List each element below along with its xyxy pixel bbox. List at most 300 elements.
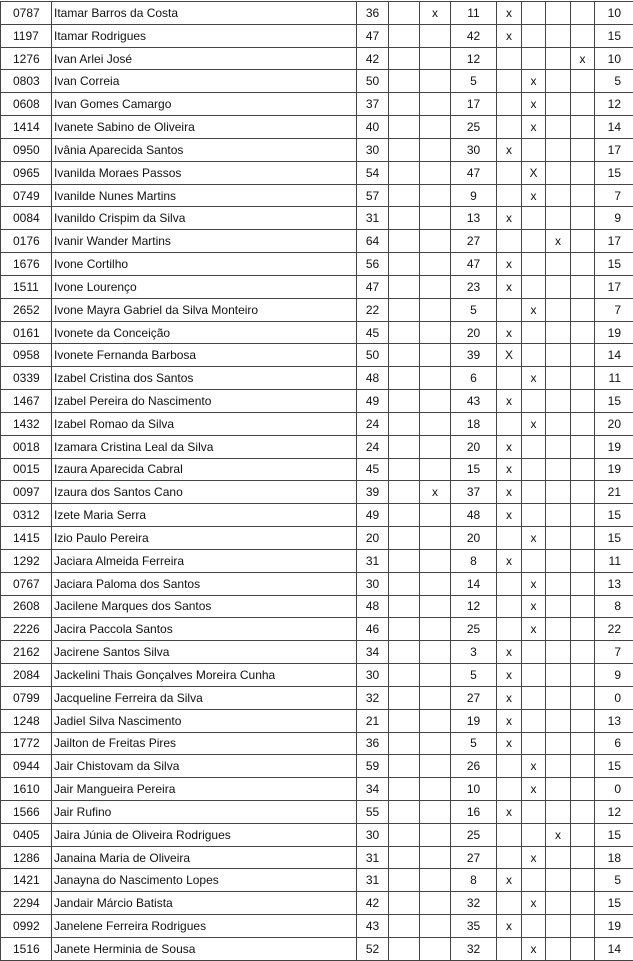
cell-code: 0944 [1,755,52,778]
cell-check-4 [571,138,595,161]
cell-name: Jaira Júnia de Oliveira Rodrigues [52,823,357,846]
cell-mark-2 [420,595,451,618]
table-row [1,664,633,687]
cell-mark-1 [389,937,420,960]
cell-age: 31 [357,207,389,230]
cell-check-3 [546,504,571,527]
cell-score: 0 [595,686,633,709]
cell-code: 0950 [1,138,52,161]
cell-age: 57 [357,184,389,207]
table-row [1,138,633,161]
cell-check-3 [546,732,571,755]
cell-check-3 [546,527,571,550]
cell-check-4 [571,458,595,481]
cell-check-4 [571,709,595,732]
cell-score: 7 [595,641,633,664]
cell-check-1 [497,937,522,960]
cell-code: 0161 [1,321,52,344]
cell-check-4 [571,161,595,184]
cell-check-2 [522,869,546,892]
cell-mark-2 [420,686,451,709]
table-row [1,549,633,572]
cell-score: 22 [595,618,633,641]
cell-code: 1566 [1,800,52,823]
cell-age: 45 [357,458,389,481]
cell-code: 0992 [1,915,52,938]
cell-age: 47 [357,275,389,298]
cell-check-4 [571,595,595,618]
cell-check-4 [571,184,595,207]
cell-check-3 [546,2,571,25]
cell-score: 15 [595,390,633,413]
cell-check-4 [571,344,595,367]
cell-number: 20 [451,435,497,458]
cell-mark-2 [420,24,451,47]
cell-mark-2 [420,253,451,276]
cell-score: 5 [595,70,633,93]
cell-age: 48 [357,595,389,618]
cell-check-2: x [522,184,546,207]
cell-check-1: X [497,344,522,367]
cell-code: 1772 [1,732,52,755]
cell-number: 19 [451,709,497,732]
cell-check-3 [546,253,571,276]
cell-mark-1 [389,2,420,25]
cell-name: Izaura dos Santos Cano [52,481,357,504]
cell-check-4 [571,207,595,230]
cell-check-4 [571,937,595,960]
cell-code: 0958 [1,344,52,367]
table-row [1,161,633,184]
cell-score: 10 [595,47,633,70]
cell-age: 37 [357,93,389,116]
cell-mark-2 [420,800,451,823]
cell-check-4 [571,732,595,755]
cell-check-1: x [497,800,522,823]
cell-code: 2162 [1,641,52,664]
registry-table [0,1,633,961]
cell-mark-1 [389,686,420,709]
cell-age: 30 [357,664,389,687]
cell-score: 9 [595,664,633,687]
cell-mark-1 [389,527,420,550]
cell-name: Ivanilda Moraes Passos [52,161,357,184]
cell-mark-1 [389,24,420,47]
cell-check-1 [497,778,522,801]
cell-name: Ivonete Fernanda Barbosa [52,344,357,367]
cell-check-1: x [497,138,522,161]
cell-mark-1 [389,800,420,823]
cell-check-4 [571,435,595,458]
cell-check-3 [546,321,571,344]
cell-age: 45 [357,321,389,344]
table-row [1,732,633,755]
cell-number: 27 [451,230,497,253]
cell-check-1: x [497,2,522,25]
cell-mark-2 [420,458,451,481]
cell-name: Ivone Mayra Gabriel da Silva Monteiro [52,298,357,321]
cell-check-2: x [522,367,546,390]
table-row [1,458,633,481]
cell-check-4 [571,664,595,687]
cell-code: 0018 [1,435,52,458]
cell-age: 36 [357,732,389,755]
cell-check-3 [546,778,571,801]
cell-mark-2 [420,937,451,960]
cell-check-2: x [522,412,546,435]
cell-check-4 [571,390,595,413]
cell-check-4 [571,686,595,709]
cell-check-2 [522,458,546,481]
cell-number: 26 [451,755,497,778]
cell-check-2 [522,230,546,253]
cell-check-1 [497,846,522,869]
cell-check-2: x [522,778,546,801]
cell-age: 50 [357,70,389,93]
cell-check-1 [497,298,522,321]
cell-check-3 [546,207,571,230]
cell-number: 37 [451,481,497,504]
cell-check-4 [571,823,595,846]
cell-check-3 [546,24,571,47]
cell-check-3 [546,915,571,938]
cell-mark-1 [389,367,420,390]
cell-check-2 [522,481,546,504]
cell-code: 2608 [1,595,52,618]
cell-name: Ivonete da Conceição [52,321,357,344]
cell-name: Jackelini Thais Gonçalves Moreira Cunha [52,664,357,687]
cell-score: 18 [595,846,633,869]
cell-score: 7 [595,184,633,207]
cell-mark-2 [420,618,451,641]
table-row [1,344,633,367]
cell-number: 20 [451,527,497,550]
cell-check-3 [546,70,571,93]
cell-age: 24 [357,435,389,458]
cell-check-1: x [497,321,522,344]
cell-check-3 [546,116,571,139]
cell-mark-1 [389,823,420,846]
cell-check-2: x [522,846,546,869]
cell-check-3 [546,93,571,116]
cell-code: 1421 [1,869,52,892]
cell-score: 17 [595,275,633,298]
cell-check-3 [546,390,571,413]
cell-score: 15 [595,504,633,527]
cell-mark-1 [389,184,420,207]
cell-check-1: x [497,709,522,732]
cell-code: 0749 [1,184,52,207]
cell-check-1: x [497,641,522,664]
cell-score: 12 [595,800,633,823]
cell-mark-2 [420,367,451,390]
cell-check-1 [497,116,522,139]
cell-score: 19 [595,915,633,938]
cell-check-2 [522,915,546,938]
cell-check-3 [546,869,571,892]
cell-check-1: x [497,686,522,709]
table-row [1,24,633,47]
table-row [1,116,633,139]
table-row [1,47,633,70]
cell-age: 54 [357,161,389,184]
cell-check-3 [546,572,571,595]
cell-mark-1 [389,138,420,161]
cell-age: 48 [357,367,389,390]
cell-mark-2 [420,138,451,161]
cell-mark-2: x [420,2,451,25]
cell-check-2 [522,344,546,367]
cell-number: 43 [451,390,497,413]
cell-mark-2 [420,321,451,344]
cell-mark-1 [389,732,420,755]
cell-name: Janayna do Nascimento Lopes [52,869,357,892]
cell-mark-2 [420,504,451,527]
cell-mark-2 [420,435,451,458]
cell-check-2 [522,549,546,572]
cell-check-1 [497,823,522,846]
cell-check-2 [522,138,546,161]
cell-check-4 [571,846,595,869]
cell-check-2 [522,504,546,527]
cell-check-4 [571,915,595,938]
cell-age: 22 [357,298,389,321]
cell-check-3 [546,846,571,869]
cell-mark-2 [420,732,451,755]
cell-code: 0608 [1,93,52,116]
cell-check-4 [571,481,595,504]
table-row [1,504,633,527]
cell-check-2: x [522,70,546,93]
cell-check-4 [571,298,595,321]
cell-name: Izamara Cristina Leal da Silva [52,435,357,458]
cell-check-2: X [522,161,546,184]
cell-check-4 [571,321,595,344]
cell-mark-2 [420,641,451,664]
cell-code: 0405 [1,823,52,846]
cell-score: 12 [595,93,633,116]
cell-check-2 [522,390,546,413]
cell-check-3 [546,709,571,732]
cell-score: 21 [595,481,633,504]
cell-name: Jaciara Almeida Ferreira [52,549,357,572]
cell-check-3 [546,138,571,161]
cell-check-2: x [522,618,546,641]
cell-number: 5 [451,732,497,755]
cell-age: 20 [357,527,389,550]
cell-check-4 [571,2,595,25]
cell-mark-2 [420,778,451,801]
cell-name: Janelene Ferreira Rodrigues [52,915,357,938]
cell-score: 13 [595,572,633,595]
table-row [1,412,633,435]
cell-check-1: x [497,24,522,47]
cell-check-1 [497,184,522,207]
table-row [1,800,633,823]
cell-name: Jacqueline Ferreira da Silva [52,686,357,709]
cell-check-1: x [497,549,522,572]
cell-check-2: x [522,892,546,915]
cell-age: 21 [357,709,389,732]
cell-name: Janete Herminia de Sousa [52,937,357,960]
cell-check-4 [571,116,595,139]
cell-name: Jaciara Paloma dos Santos [52,572,357,595]
cell-number: 5 [451,70,497,93]
cell-check-2 [522,664,546,687]
cell-check-4 [571,93,595,116]
cell-check-1: x [497,458,522,481]
cell-age: 46 [357,618,389,641]
table-row [1,527,633,550]
cell-code: 1415 [1,527,52,550]
cell-mark-1 [389,549,420,572]
cell-check-3 [546,298,571,321]
cell-age: 59 [357,755,389,778]
cell-mark-1 [389,458,420,481]
cell-check-1: x [497,253,522,276]
cell-mark-1 [389,641,420,664]
cell-age: 49 [357,504,389,527]
cell-number: 47 [451,161,497,184]
cell-name: Izabel Cristina dos Santos [52,367,357,390]
cell-age: 32 [357,686,389,709]
cell-code: 0767 [1,572,52,595]
cell-name: Izabel Pereira do Nascimento [52,390,357,413]
cell-number: 35 [451,915,497,938]
cell-check-2 [522,823,546,846]
cell-mark-1 [389,664,420,687]
cell-number: 18 [451,412,497,435]
cell-mark-2: x [420,481,451,504]
cell-name: Jailton de Freitas Pires [52,732,357,755]
table-row [1,93,633,116]
cell-check-2: x [522,116,546,139]
cell-check-3 [546,618,571,641]
cell-age: 30 [357,823,389,846]
cell-name: Izaura Aparecida Cabral [52,458,357,481]
cell-check-1: x [497,390,522,413]
cell-check-1 [497,595,522,618]
cell-check-3 [546,641,571,664]
cell-score: 6 [595,732,633,755]
cell-number: 30 [451,138,497,161]
cell-mark-1 [389,709,420,732]
cell-code: 0097 [1,481,52,504]
table-row [1,778,633,801]
table-row [1,618,633,641]
cell-name: Itamar Barros da Costa [52,2,357,25]
cell-name: Jadiel Silva Nascimento [52,709,357,732]
cell-mark-1 [389,116,420,139]
cell-check-3 [546,184,571,207]
cell-age: 52 [357,937,389,960]
cell-check-3 [546,412,571,435]
cell-number: 32 [451,892,497,915]
cell-mark-2 [420,93,451,116]
cell-name: Jacira Paccola Santos [52,618,357,641]
table-row [1,937,633,960]
cell-number: 14 [451,572,497,595]
cell-check-2: x [522,595,546,618]
cell-mark-2 [420,709,451,732]
cell-score: 8 [595,595,633,618]
cell-score: 15 [595,823,633,846]
cell-code: 1516 [1,937,52,960]
cell-check-4 [571,572,595,595]
cell-code: 2294 [1,892,52,915]
cell-mark-2 [420,846,451,869]
cell-mark-2 [420,664,451,687]
cell-name: Jair Chistovam da Silva [52,755,357,778]
cell-check-2 [522,435,546,458]
cell-age: 24 [357,412,389,435]
cell-mark-2 [420,344,451,367]
table-row [1,915,633,938]
cell-code: 0799 [1,686,52,709]
cell-check-2 [522,641,546,664]
cell-code: 0787 [1,2,52,25]
cell-code: 1286 [1,846,52,869]
cell-score: 0 [595,778,633,801]
cell-name: Ivanir Wander Martins [52,230,357,253]
cell-check-4 [571,367,595,390]
cell-number: 8 [451,549,497,572]
cell-mark-2 [420,755,451,778]
cell-score: 15 [595,24,633,47]
cell-mark-1 [389,321,420,344]
cell-mark-1 [389,892,420,915]
cell-check-3 [546,892,571,915]
cell-check-3 [546,161,571,184]
cell-number: 27 [451,846,497,869]
cell-check-4 [571,253,595,276]
cell-check-2 [522,24,546,47]
cell-score: 17 [595,138,633,161]
table-row [1,184,633,207]
cell-check-4 [571,778,595,801]
cell-number: 20 [451,321,497,344]
cell-check-2 [522,709,546,732]
cell-mark-1 [389,435,420,458]
cell-check-4 [571,230,595,253]
cell-score: 10 [595,2,633,25]
cell-code: 1467 [1,390,52,413]
cell-number: 10 [451,778,497,801]
cell-name: Ivanildo Crispim da Silva [52,207,357,230]
cell-mark-2 [420,161,451,184]
cell-name: Ivone Cortilho [52,253,357,276]
cell-check-1 [497,572,522,595]
table-row [1,230,633,253]
cell-check-4 [571,800,595,823]
cell-score: 15 [595,527,633,550]
cell-score: 7 [595,298,633,321]
table-row [1,275,633,298]
cell-score: 15 [595,755,633,778]
cell-name: Jair Mangueira Pereira [52,778,357,801]
cell-mark-2 [420,47,451,70]
cell-score: 11 [595,549,633,572]
cell-score: 19 [595,458,633,481]
cell-number: 13 [451,207,497,230]
cell-number: 25 [451,618,497,641]
cell-score: 20 [595,412,633,435]
cell-number: 15 [451,458,497,481]
cell-score: 15 [595,253,633,276]
cell-code: 0803 [1,70,52,93]
table-row [1,869,633,892]
cell-name: Ivan Arlei José [52,47,357,70]
